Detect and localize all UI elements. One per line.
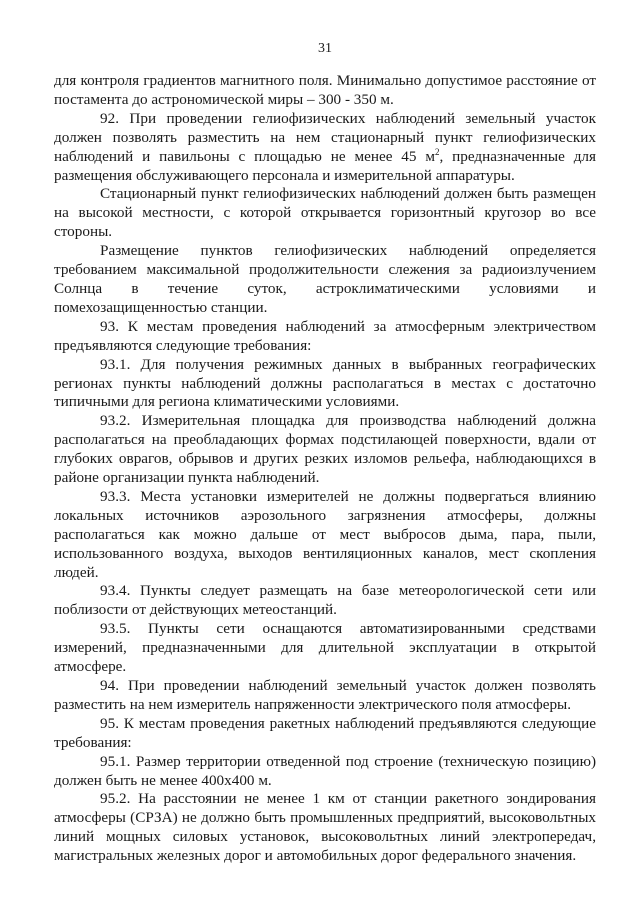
- paragraph-continuation: для контроля градиентов магнитного поля. Минимально допустимое расстояние от постамента до астрономической миры – 300 - 350 м.: [54, 72, 596, 108]
- paragraph-92: [54, 110, 596, 186]
- paragraph-92-text: 92. При проведении гелиофизических наблюдений земельный участок должен позволять разместить на нем стационарный пункт гелиофизических наблюдений и павильоны с площадью не менее 45 м: [54, 109, 596, 165]
- paragraph-95-1: 95.1. Размер территории отведенной под строение (техническую позицию) должен быть не менее 400х400 м.: [54, 752, 596, 789]
- paragraph-95-2: 95.2. На расстоянии не менее 1 км от станции ракетного зондирования атмосферы (СРЗА) не должно быть промышленных предприятий, высоковольтных линий мощных силовых установок, высоковольтных линий электропередач, магистральных железных дорог и автомобильных дорог федерального значения.: [54, 790, 596, 865]
- paragraph-helio-station: Стационарный пункт гелиофизических наблюдений должен быть размещен на высокой местности, с которой открывается горизонтный кругозор во все стороны.: [54, 185, 596, 241]
- page-number: 31: [318, 41, 332, 56]
- paragraph-92-text-after: , предназначенные для размещения обслуживающего персонала и измерительной аппаратуры.: [54, 147, 596, 184]
- paragraph-93-4: 93.4. Пункты следует размещать на базе метеорологической сети или поблизости от действующих метеостанций.: [54, 582, 596, 619]
- paragraph-93: 93. К местам проведения наблюдений за атмосферным электричеством предъявляются следующие требования:: [54, 317, 596, 354]
- paragraph-93-2: 93.2. Измерительная площадка для производства наблюдений должна располагаться на преобладающих формах подстилающей поверхности, вдали от глубоких оврагов, обрывов и других резких изломов рельефа, наблюдающихся в районе организации пункта наблюдений.: [54, 412, 596, 487]
- area-unit-superscript: 2: [434, 146, 440, 157]
- paragraph-95: 95. К местам проведения ракетных наблюдений предъявляются следующие требования:: [54, 714, 596, 751]
- document-body: [54, 72, 596, 866]
- paragraph-helio-placement: Размещение пунктов гелиофизических наблюдений определяется требованием максимальной продолжительности слежения за радиоизлучением Солнца в течение суток, астроклиматическими условиями и помехозащищенностью станции.: [54, 242, 596, 316]
- paragraph-93-5: 93.5. Пункты сети оснащаются автоматизированными средствами измерений, предназначенными для длительной эксплуатации в открытой атмосфере.: [54, 620, 596, 676]
- paragraph-93-3: 93.3. Места установки измерителей не должны подвергаться влиянию локальных источников аэрозольного загрязнения атмосферы, должны располагаться как можно дальше от мест выбросов дыма, пара, пыли, использованного воздуха, выходов вентиляционных каналов, мест скопления людей.: [54, 487, 596, 581]
- paragraph-94: 94. При проведении наблюдений земельный участок должен позволять разместить на нем измеритель напряженности электрического поля атмосферы.: [54, 677, 596, 713]
- paragraph-93-1: 93.1. Для получения режимных данных в выбранных географических регионах пункты наблюдений должны располагаться в местах с достаточно типичными для региона климатическими условиями.: [54, 355, 596, 411]
